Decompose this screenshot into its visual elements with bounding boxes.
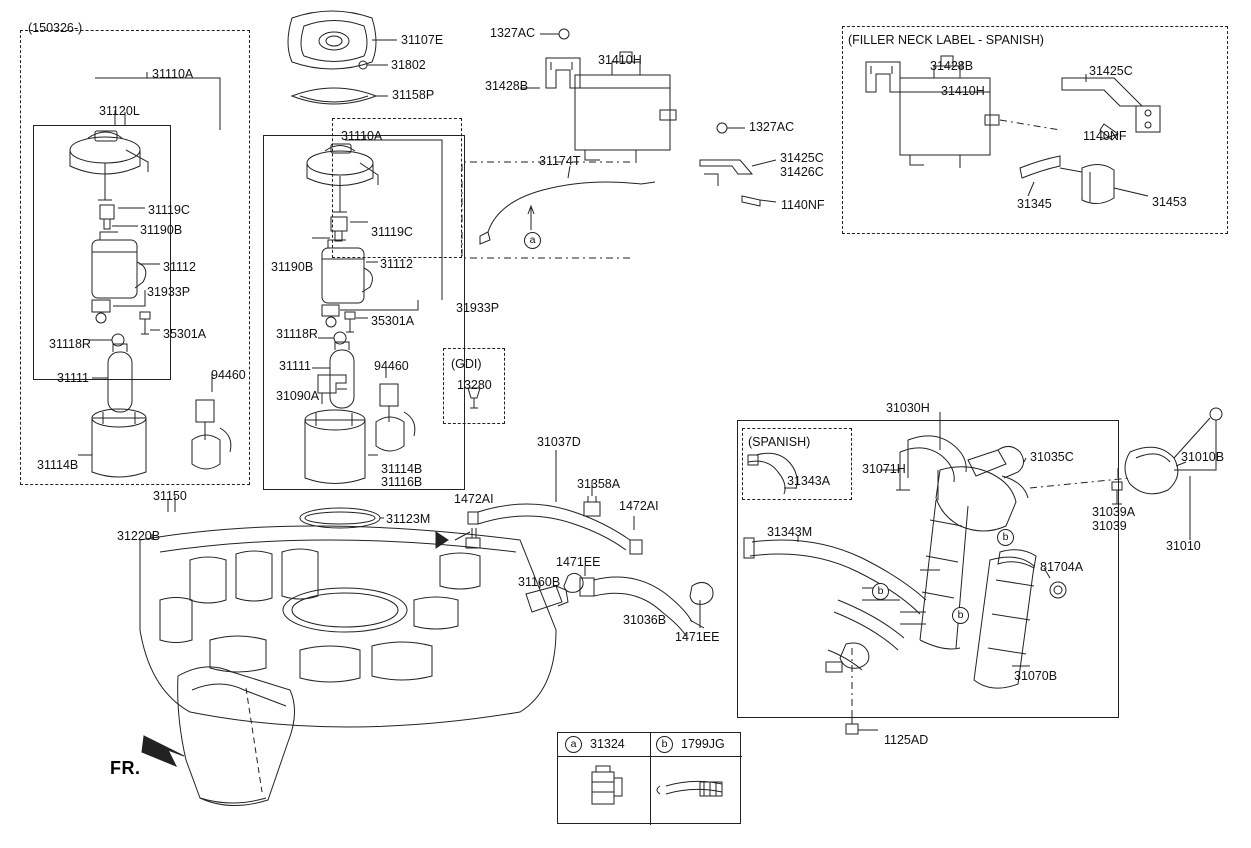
- label-31158p: 31158P: [392, 88, 435, 102]
- label-31410h-spanish: 31410H: [941, 84, 985, 98]
- label-31453: 31453: [1152, 195, 1187, 209]
- label-31037d: 31037D: [537, 435, 581, 449]
- label-35301a-left: 35301A: [163, 327, 207, 341]
- label-31120l: 31120L: [99, 104, 140, 118]
- label-31090a: 31090A: [276, 389, 320, 403]
- label-31030h: 31030H: [886, 401, 930, 415]
- label-31410h-center: 31410H: [598, 53, 642, 67]
- label-1472ai-right: 1472AI: [619, 499, 659, 513]
- label-31114b-center: 31114B: [381, 462, 423, 476]
- label-94460-center: 94460: [374, 359, 409, 373]
- label-31343m: 31343M: [767, 525, 813, 539]
- label-31110a-center: 31110A: [341, 129, 383, 143]
- label-31428b-spanish: 31428B: [930, 59, 974, 73]
- label-31070b: 31070B: [1014, 669, 1058, 683]
- label-31345: 31345: [1017, 197, 1052, 211]
- label-31358a: 31358A: [577, 477, 621, 491]
- label-31190b-center: 31190B: [271, 260, 314, 274]
- legend-part-b: 1799JG: [681, 737, 725, 751]
- label-31123m: 31123M: [386, 512, 431, 526]
- label-31190b-left: 31190B: [140, 223, 183, 237]
- label-31035c: 31035C: [1030, 450, 1074, 464]
- label-35301a-center: 35301A: [371, 314, 415, 328]
- label-31036b: 31036B: [623, 613, 667, 627]
- label-31343a: 31343A: [787, 474, 831, 488]
- label-31039a: 31039A: [1092, 505, 1136, 519]
- label-1471ee-bottom: 1471EE: [675, 630, 720, 644]
- label-31116b: 31116B: [381, 475, 423, 489]
- label-group-spanish: (SPANISH): [748, 435, 811, 449]
- label-group-filler-neck-label-spanish: (FILLER NECK LABEL - SPANISH): [848, 33, 1044, 47]
- label-31160b: 31160B: [518, 575, 561, 589]
- label-1471ee-top: 1471EE: [556, 555, 601, 569]
- label-31933p-left: 31933P: [147, 285, 191, 299]
- legend-key-a: a: [565, 736, 582, 753]
- label-81704a: 81704A: [1040, 560, 1084, 574]
- legend-part-a: 31324: [590, 737, 625, 751]
- subgroup-box-31110a-left: [33, 125, 223, 480]
- label-31118r-left: 31118R: [49, 337, 91, 351]
- label-31426c: 31426C: [780, 165, 824, 179]
- legend-key-b: b: [656, 736, 673, 753]
- label-31111-center: 31111: [279, 359, 311, 373]
- label-31039: 31039: [1092, 519, 1127, 533]
- label-1125ad: 1125AD: [884, 733, 929, 747]
- label-31150: 31150: [153, 489, 187, 503]
- label-1140nf-center: 1140NF: [781, 198, 825, 212]
- callout-marker-b-1: b: [997, 529, 1014, 546]
- label-31107e: 31107E: [401, 33, 444, 47]
- label-31425c-center: 31425C: [780, 151, 824, 165]
- label-31425c-spanish: 31425C: [1089, 64, 1133, 78]
- label-1140nf-spanish: 1140NF: [1083, 129, 1127, 143]
- label-31933p-center: 31933P: [456, 301, 500, 315]
- label-31071h: 31071H: [862, 462, 906, 476]
- label-94460-left: 94460: [211, 368, 246, 382]
- label-31114b-left: 31114B: [37, 458, 79, 472]
- label-31010b: 31010B: [1181, 450, 1225, 464]
- label-31119c-left: 31119C: [148, 203, 190, 217]
- front-orientation-label: FR.: [110, 758, 141, 778]
- callout-marker-b-3: b: [952, 607, 969, 624]
- label-31111-left: 31111: [57, 371, 89, 385]
- label-31428b-center: 31428B: [485, 79, 529, 93]
- label-31112-center: 31112: [380, 257, 413, 271]
- callout-marker-a-hose: a: [524, 232, 541, 249]
- label-31110a-left: 31110A: [152, 67, 194, 81]
- label-31119c-center: 31119C: [371, 225, 413, 239]
- label-31802: 31802: [391, 58, 426, 72]
- label-group-150326: (150326-): [28, 21, 83, 35]
- label-13280: 13280: [457, 378, 492, 392]
- label-1472ai-left: 1472AI: [454, 492, 494, 506]
- label-31220b: 31220B: [117, 529, 161, 543]
- label-1327ac-right: 1327AC: [749, 120, 795, 134]
- label-1327ac-top: 1327AC: [490, 26, 536, 40]
- label-group-gdi: (GDI): [451, 357, 482, 371]
- label-31118r-center: 31118R: [276, 327, 318, 341]
- label-31112-left: 31112: [163, 260, 196, 274]
- callout-marker-b-2: b: [872, 583, 889, 600]
- label-31010: 31010: [1166, 539, 1201, 553]
- label-31174t: 31174T: [539, 154, 581, 168]
